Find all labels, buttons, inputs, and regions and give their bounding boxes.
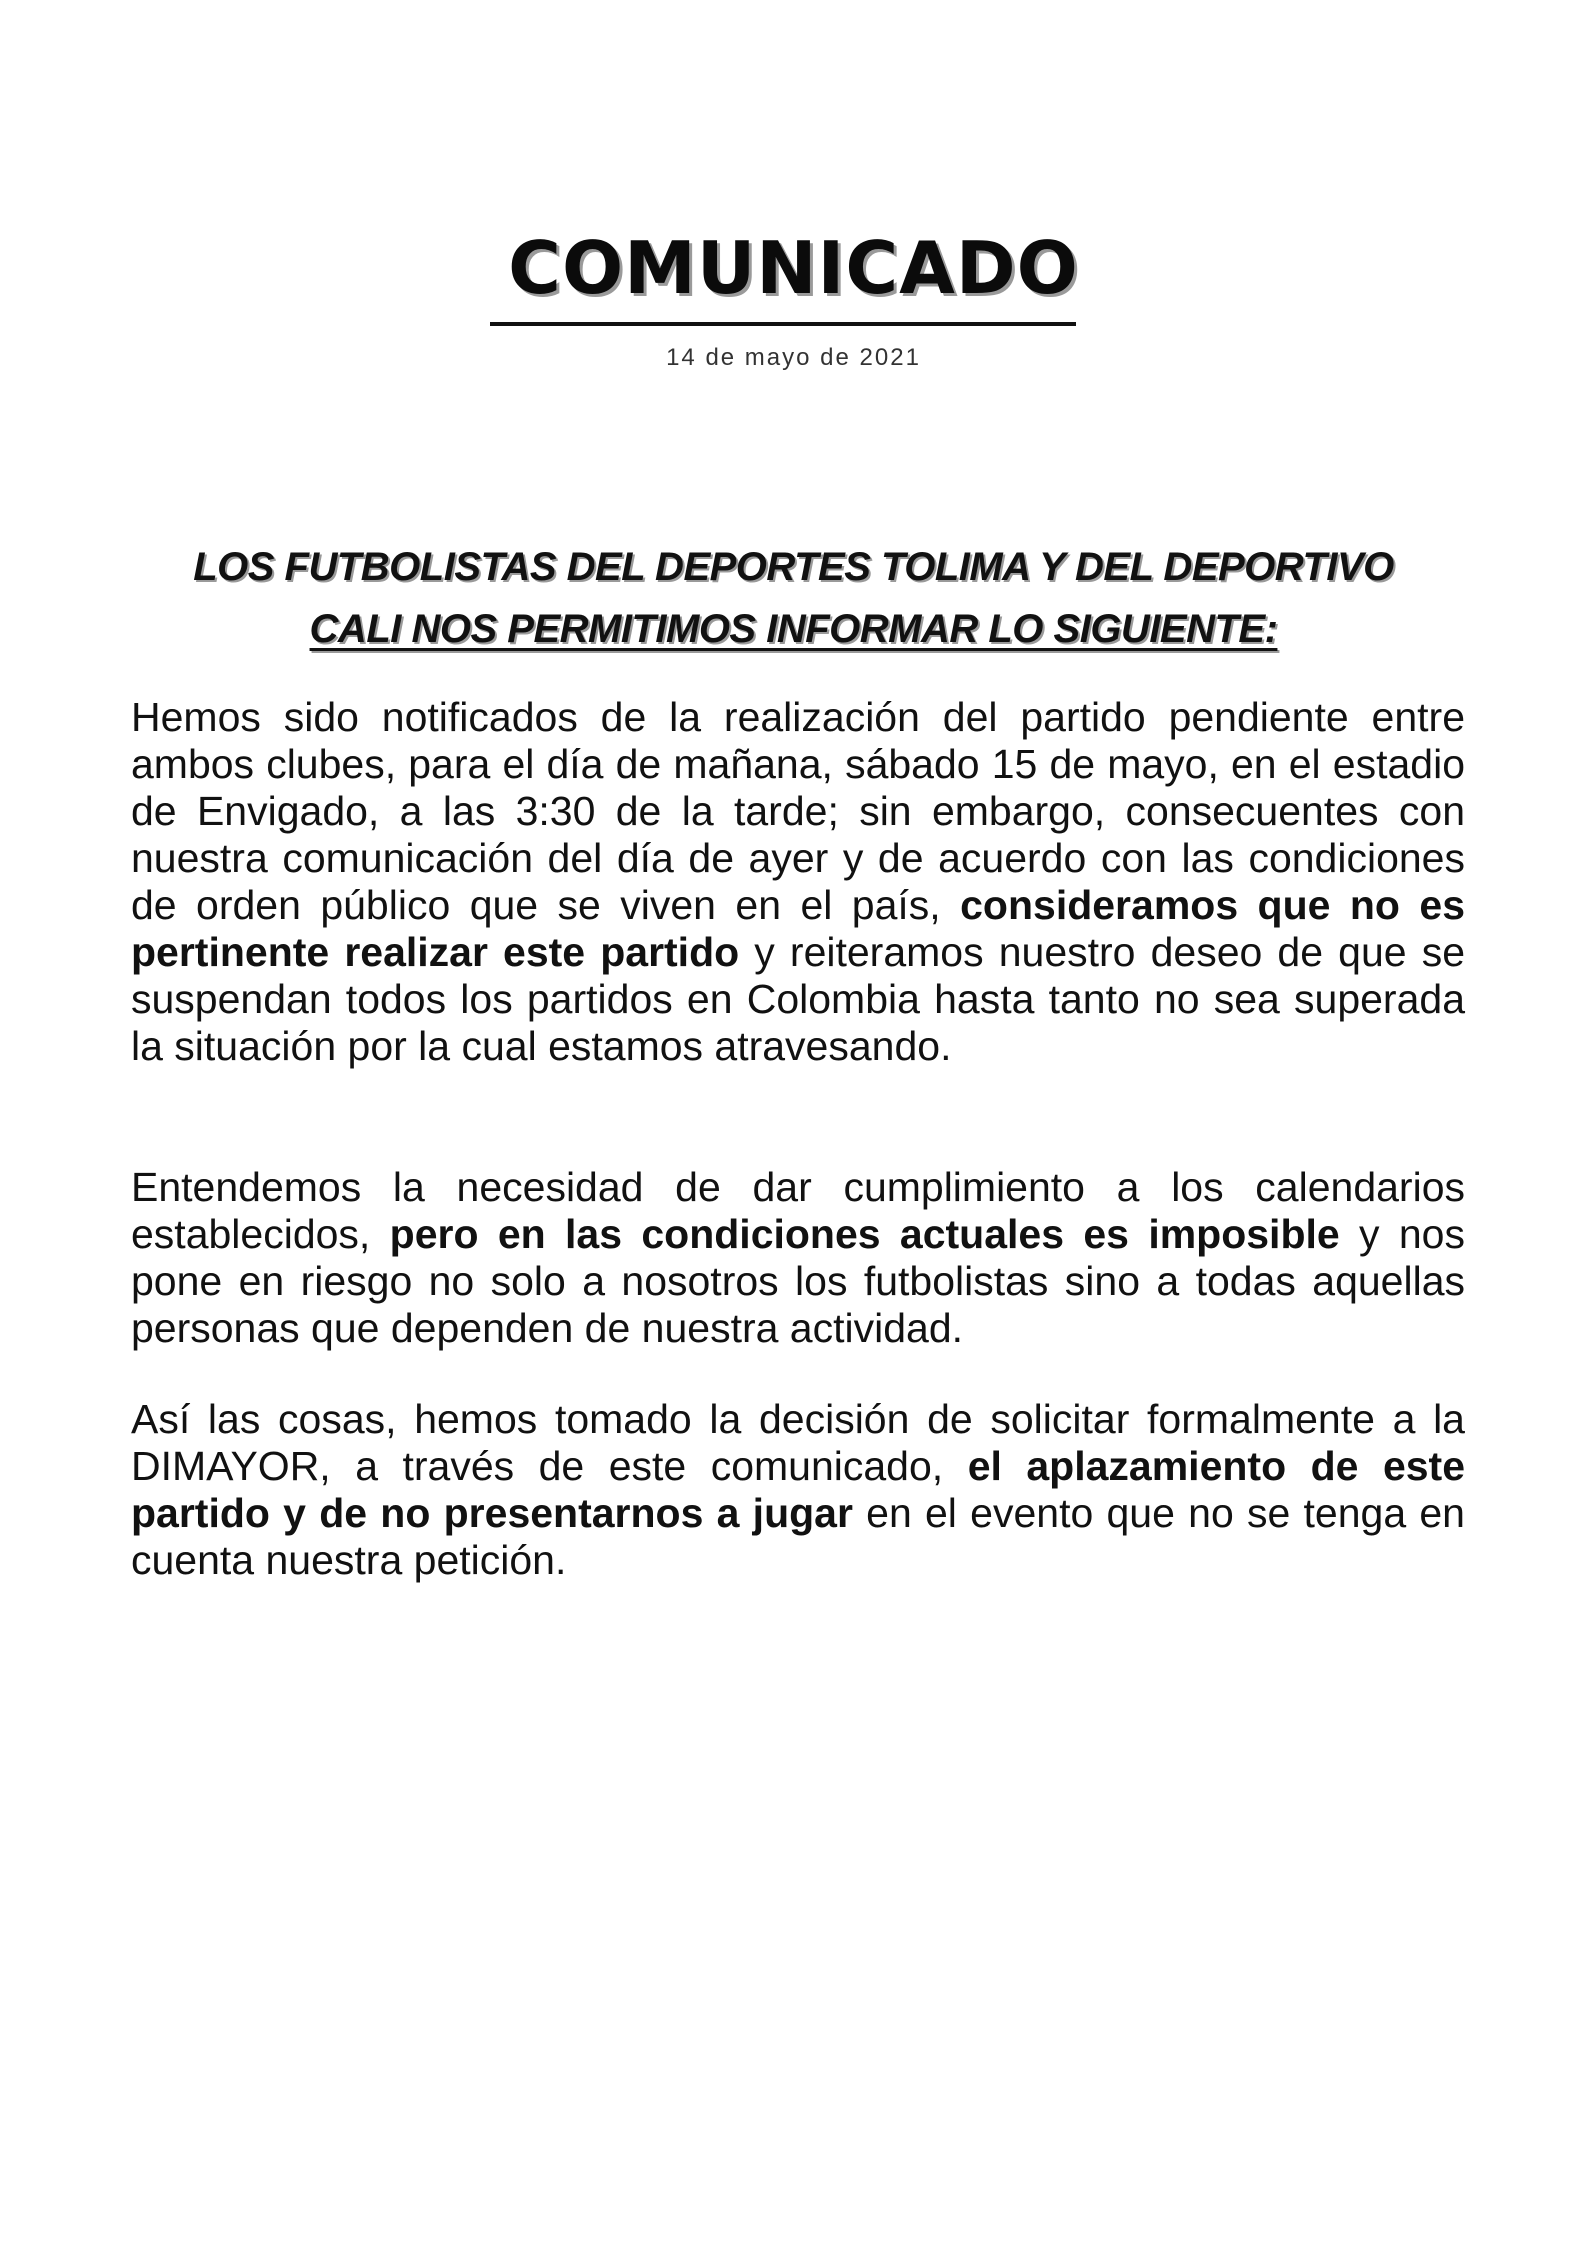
headline — [130, 536, 1457, 660]
paragraph-3 — [131, 1396, 1465, 1584]
paragraph-3-text-a: Así las cosas, hemos tomado la decisión de solicitar formalmente a la DIMAYOR, a través de este comunicado, — [131, 1396, 1465, 1489]
paragraph-2-text-b: y nos pone en riesgo no solo a nosotros los futbolistas sino a todas aquellas personas que dependen de nuestra actividad. — [131, 1211, 1465, 1351]
paragraph-2-text-a: Entendemos la necesidad de dar cumplimiento a los calendarios establecidos, — [131, 1164, 1465, 1257]
page-title: COMUNICADO — [508, 226, 1079, 310]
paragraph-2 — [131, 1164, 1465, 1352]
title-underline-divider — [490, 322, 1076, 326]
paragraph-3-text-b: en el evento que no se tenga en cuenta nuestra petición. — [131, 1490, 1465, 1583]
paragraph-1-text-a: Hemos sido notificados de la realización del partido pendiente entre ambos clubes, para el día de mañana, sábado 15 de mayo, en el estadio de Envigado, a las 3:30 de la tarde; sin embargo, consecuentes con nuestra comunicación del día de ayer y de acuerdo con las condiciones de orden público que se viven en el país, — [131, 694, 1465, 928]
paragraph-2-bold: pero en las condiciones actuales es imposible — [389, 1211, 1340, 1257]
headline-line-2: CALI NOS PERMITIMOS INFORMAR LO SIGUIENTE: — [309, 607, 1278, 651]
paragraph-3-bold: el aplazamiento de este partido y de no presentarnos a jugar — [131, 1443, 1466, 1536]
paragraph-1-bold: consideramos que no es pertinente realizar este partido — [131, 882, 1465, 975]
headline-line-1: LOS FUTBOLISTAS DEL DEPORTES TOLIMA Y DEL DEPORTIVO — [193, 545, 1394, 589]
document-date: 14 de mayo de 2021 — [666, 344, 921, 371]
title-block — [0, 222, 1587, 326]
paragraph-1 — [131, 694, 1465, 1070]
paragraph-1-text-b: y reiteramos nuestro deseo de que se suspendan todos los partidos en Colombia hasta tanto no sea superada la situación por la cual estamos atravesando. — [131, 929, 1465, 1069]
